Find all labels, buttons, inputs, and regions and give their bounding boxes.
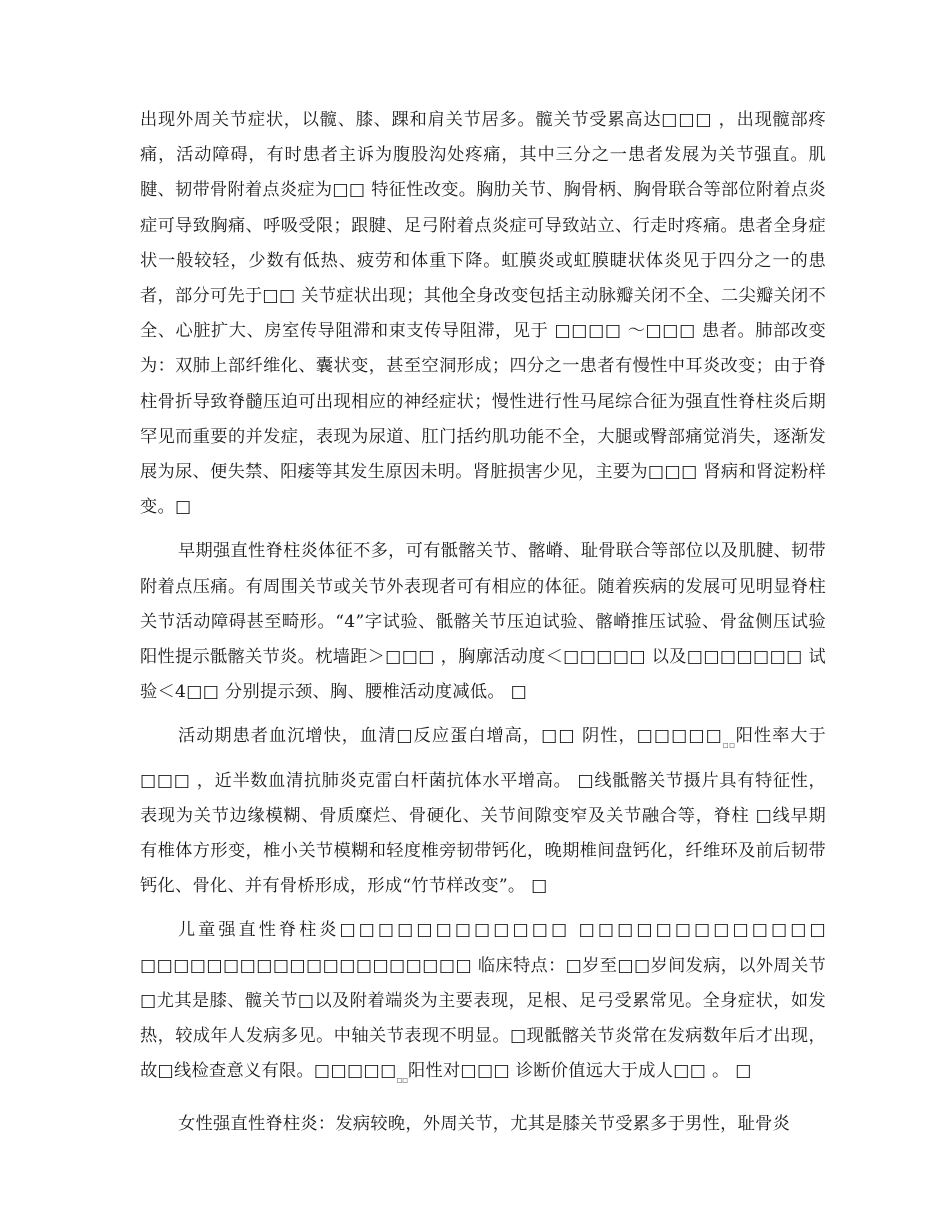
- paragraph-1: [140, 103, 826, 525]
- paragraph-4-subscript: □□: [396, 1077, 408, 1085]
- paragraph-2-text: 早期强直性脊柱炎体征不多，可有骶髂关节、髂嵴、耻骨联合等部位以及肌腱、韧带附着点压痛。有周围关节或关节外表现者可有相应的体征。随着疾病的发展可见明显脊柱关节活动障碍甚至畸形。“4”字试验、骶髂关节压迫试验、髂嵴推压试验、骨盆侧压试验阳性提示骶髂关节炎。枕墙距＞□□□ ，胸廓活动度＜□□□□□ 以及□□□□□□□ 试验＜4□□ 分别提示颈、胸、腰椎活动度减低。 □: [140, 541, 826, 703]
- paragraph-1-text: 出现外周关节症状，以髋、膝、踝和肩关节居多。髋关节受累高达□□□ ，出现髋部疼痛，活动障碍，有时患者主诉为腹股沟处疼痛，其中三分之一患者发展为关节强直。肌腱、韧带骨附着点炎症为□□ 特征性改变。胸肋关节、胸骨柄、胸骨联合等部位附着点炎症可导致胸痛、呼吸受限；跟腱、足弓附着点炎症可导致站立、行走时疼痛。患者全身症状一般较轻，少数有低热、疲劳和体重下降。虹膜炎或虹膜睫状体炎见于四分之一的患者，部分可先于□□ 关节症状出现；其他全身改变包括主动脉瓣关闭不全、二尖瓣关闭不全、心脏扩大、房室传导阻滞和束支传导阻滞，见于 □□□□ ～□□□ 患者。肺部改变为：双肺上部纤维化、囊状变，甚至空洞形成；四分之一患者有慢性中耳炎改变；由于脊柱骨折导致脊髓压迫可出现相应的神经症状；慢性进行性马尾综合征为强直性脊柱炎后期罕见而重要的并发症，表现为尿道、肛门括约肌功能不全，大腿或臀部痛觉消失，逐渐发展为尿、便失禁、阳痿等其发生原因未明。肾脏损害少见，主要为□□□ 肾病和肾淀粉样变。□: [140, 110, 826, 518]
- paragraph-4-text-after: 阳性对□□□ 诊断价值远大于成人□□ 。 □: [407, 1061, 752, 1082]
- paragraph-4-text: 儿童强直性脊柱炎□□□□□□□□□□□□ □□□□□□□□□□□□□ □□□□□□□□□□□□□□□□□□□□ 临床特点：□岁至□□岁间发病，以外周关节□尤其是膝、髋关节□以及附着端炎为主要表现，足根、足弓受累常见。全身症状，如发热，较成年人发病多见。中轴关节表现不明显。□现骶髂关节炎常在发病数年后才出现，故□线检查意义有限。□□□□□: [140, 920, 826, 1082]
- paragraph-4: [140, 913, 826, 1098]
- document-body: [140, 103, 826, 1143]
- paragraph-3-text: 活动期患者血沉增快，血清□反应蛋白增高，□□ 阴性，□□□□□: [178, 726, 723, 747]
- paragraph-5-text: 女性强直性脊柱炎：发病较晚，外周关节，尤其是膝关节受累多于男性，耻骨炎: [178, 1114, 791, 1135]
- paragraph-3: [140, 719, 826, 904]
- paragraph-5: [140, 1107, 826, 1142]
- paragraph-3-text-after: 阳性率大于□□□ ，近半数血清抗肺炎克雷白杆菌抗体水平增高。 □线骶髂关节摄片具有特征性，表现为关节边缘模糊、骨质糜烂、骨硬化、关节间隙变窄及关节融合等，脊柱 □线早期有椎体方形变，椎小关节模糊和轻度椎旁韧带钙化，晚期椎间盘钙化，纤维环及前后韧带钙化、骨化、并有骨桥形成，形成“竹节样改变”。 □: [140, 726, 826, 897]
- paragraph-3-subscript: □□: [722, 742, 736, 750]
- paragraph-2: [140, 534, 826, 710]
